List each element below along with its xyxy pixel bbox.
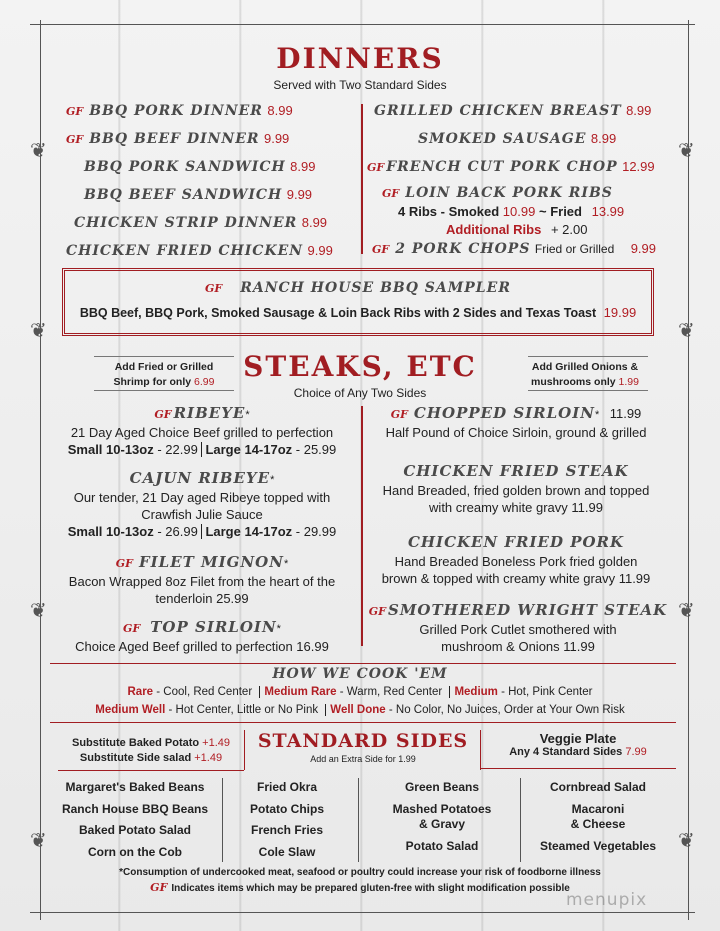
item-price: 9.99 [286,187,313,202]
gf-mark: GF [115,557,133,570]
star: * [276,623,281,635]
sampler-desc-row [65,305,651,320]
cook-desc: - Cool, Red Center [153,686,253,698]
scroll-ornament-icon: ❦ [678,138,695,162]
veggie-title: Veggie Plate [539,731,617,746]
additional-label: Additional Ribs [446,222,542,237]
side-item: Baked Potato Salad [78,823,192,837]
gf-mark: GF [390,408,408,421]
item-name: CAJUN RIBEYE [129,469,271,487]
scroll-ornament-icon: ❦ [30,598,47,622]
item-name: LOIN BACK PORK RIBS [405,185,613,201]
sampler-desc: BBQ Beef, BBQ Pork, Smoked Sausage & Loin Back Ribs with 2 Sides and Texas Toast [79,306,597,320]
sampler-box [62,268,654,336]
steak-item-cfs [366,462,666,515]
item-price: 8.99 [301,215,328,230]
steaks-subtitle: Choice of Any Two Sides [293,386,427,400]
item-desc: Our tender, 21 Day aged Ribeye topped with [73,490,331,505]
item-name: 2 PORK CHOPS [395,241,531,257]
substitute-underline [58,770,244,771]
sides-column-4 [520,777,676,857]
item-desc: Hand Breaded Boneless Pork fried golden [394,554,638,569]
size-prices: Small 10-13oz - 22.99 Large 14-17oz - 25.99 [67,442,337,457]
dinner-item [84,158,374,176]
cook-line-1 [0,686,720,698]
item-name: CHOPPED SIRLOIN [413,404,595,422]
item-desc: 21 Day Aged Choice Beef grilled to perfection [70,425,334,440]
additional-ribs [446,222,686,237]
steak-item-cfp [366,533,666,586]
sub-salad: Substitute Side salad +1.49 [79,752,223,764]
sides-divider [358,778,359,862]
steak-item-filet [52,553,352,606]
dinners-subtitle: Served with Two Standard Sides [273,78,447,92]
cook-term: Rare [127,686,154,698]
item-desc: Hand Breaded, fried golden brown and topped [382,483,650,498]
item-name: FRENCH CUT PORK CHOP [386,159,618,175]
cook-desc: - Warm, Red Center [336,686,443,698]
cook-term: Medium Well [95,704,166,716]
cook-term: Medium Rare [264,686,337,698]
steak-item-smothered [362,601,674,654]
item-price: 8.99 [290,159,316,174]
watermark: menupix [566,890,648,910]
additional-price: + 2.00 [550,222,588,237]
cook-title: HOW WE COOK 'EM [272,666,448,682]
item-price: 9.99 [263,131,290,146]
dinner-item [74,214,364,232]
gf-mark: GF [123,622,141,635]
dinner-item [84,186,374,204]
scroll-ornament-icon: ❦ [678,318,695,342]
item-price: 8.99 [590,131,617,146]
addon-line: Add Fried or Grilled [114,361,214,373]
cook-desc: - No Color, No Juices, Order at Your Own Risk [385,704,625,716]
item-price: 11.99 [609,406,642,421]
veggie-desc: Any 4 Standard Sides 7.99 [509,746,647,758]
item-name: CHICKEN FRIED CHICKEN [66,243,304,259]
gf-mark: GF [382,187,400,200]
addon-line: Shrimp for only 6.99 [113,376,215,388]
ribs-smoked-price: 10.99 [502,204,536,219]
dinner-item [372,240,682,258]
item-desc: Grilled Pork Cutlet smothered with [419,622,617,637]
cook-desc: - Hot, Pink Center [497,686,593,698]
dinner-item [418,130,678,148]
item-price: 8.99 [267,103,293,118]
item-name: CHICKEN FRIED STEAK [403,462,629,480]
item-price: 8.99 [626,103,652,118]
dinner-item [66,102,356,120]
ribs-fried-label: Fried [550,204,582,219]
gf-mark: GF [367,161,385,174]
sides-column-3 [362,777,522,857]
gf-mark: GF [66,133,84,146]
scroll-ornament-icon: ❦ [678,828,695,852]
scroll-ornament-icon: ❦ [678,598,695,622]
side-item: French Fries [250,823,324,837]
gf-mark: GF [150,881,168,894]
sampler-title-row [65,279,651,297]
frame-bottom-line [30,912,695,913]
dinners-divider [361,104,363,254]
size-prices: Small 10-13oz - 26.99 Large 14-17oz - 29.99 [67,524,337,539]
gf-mark: GF [372,243,390,256]
side-item: & Cheese [570,816,626,831]
item-name: CHICKEN STRIP DINNER [74,215,298,231]
item-desc: with creamy white gravy 11.99 [429,500,603,515]
scroll-ornament-icon: ❦ [30,318,47,342]
cook-term: Well Done [330,704,386,716]
veggie-plate [480,731,676,758]
side-item: Margaret's Baked Beans [65,780,205,794]
addon-line: Add Grilled Onions & [531,361,639,373]
item-desc: Bacon Wrapped 8oz Filet from the heart of the [68,574,336,589]
steak-item-ribeye [52,404,352,457]
item-name: RIBEYE [173,404,246,422]
steak-item-chopped [366,404,666,440]
side-item: & Gravy [418,816,466,831]
item-desc: tenderloin 25.99 [155,591,249,606]
item-name: GRILLED CHICKEN BREAST [374,103,622,119]
item-name: BBQ BEEF DINNER [89,131,260,147]
scroll-ornament-icon: ❦ [30,138,47,162]
consumption-notice: *Consumption of undercooked meat, seafood or poultry could increase your risk of foodborne illness [119,867,601,878]
veggie-divider [480,730,481,770]
steaks-title: STEAKS, ETC [243,350,477,383]
dinner-item [66,242,366,260]
item-price: 12.99 [622,159,655,174]
gf-mark: GF [205,282,223,295]
dinner-item [374,102,674,120]
cook-line-2 [0,704,720,716]
steak-item-top-sirloin [52,618,352,654]
cook-top-line [50,663,676,664]
gf-mark: GF [154,408,172,421]
sub-baked: Substitute Baked Potato +1.49 [71,737,231,749]
item-price: 9.99 [307,243,333,258]
sampler-name: RANCH HOUSE BBQ SAMPLER [240,280,511,296]
veggie-underline [480,768,676,769]
item-desc: Choice Aged Beef grilled to perfection 16.99 [75,639,329,654]
side-item: Cornbread Salad [549,780,647,794]
item-name: FILET MIGNON [138,553,284,571]
item-name: CHICKEN FRIED PORK [407,533,625,551]
star: * [270,474,275,486]
frame-top-line [30,24,695,25]
side-item: Mashed Potatoes [392,801,492,816]
addon-line: mushrooms only 1.99 [531,376,639,388]
ribs-count: 4 Ribs - [398,204,445,219]
ribs-separator: ~ [538,204,547,219]
item-name: TOP SIRLOIN [150,618,277,636]
side-item: Potato Chips [250,801,324,816]
substitute-box [58,736,244,766]
item-name: BBQ BEEF SANDWICH [84,187,283,203]
item-name: BBQ PORK DINNER [89,103,263,119]
item-desc: brown & topped with creamy white gravy 11.99 [381,571,651,586]
item-price: 9.99 [630,241,657,256]
sides-column-1 [50,777,220,863]
ribs-prices [398,204,678,219]
side-item: Ranch House BBQ Beans [61,801,209,816]
item-note: Fried or Grilled [534,242,615,256]
item-desc: Crawfish Julie Sauce [141,507,263,522]
sides-subtitle: Add an Extra Side for 1.99 [310,754,416,764]
ribs-smoked-label: Smoked [448,204,500,219]
side-item: Potato Salad [405,838,479,853]
sides-title: STANDARD SIDES [257,730,469,752]
star: * [245,409,250,421]
item-name: SMOTHERED WRIGHT STEAK [388,601,668,619]
side-item: Steamed Vegetables [539,838,657,853]
steak-item-cajun [52,469,352,539]
cook-desc: - Hot Center, Little or No Pink [165,704,319,716]
star: * [594,409,600,421]
dinner-item [382,184,672,202]
side-item: Green Beans [404,780,480,794]
gf-mark: GF [66,105,84,118]
item-desc: Half Pound of Choice Sirloin, ground & grilled [385,425,647,440]
scroll-ornament-icon: ❦ [30,828,47,852]
gf-mark: GF [368,605,386,618]
cook-bottom-line [50,722,676,723]
cook-term: Medium [454,686,498,698]
dinners-title: DINNERS [276,42,444,75]
ribs-fried-price: 13.99 [591,204,625,219]
side-item: Fried Okra [256,780,318,794]
item-name: SMOKED SAUSAGE [418,131,587,147]
sampler-price: 19.99 [603,305,637,320]
dinner-item [367,158,677,176]
side-item: Macaroni [571,801,625,816]
item-name: BBQ PORK SANDWICH [84,159,286,175]
dinner-item [66,130,356,148]
side-item: Corn on the Cob [88,844,182,859]
star: * [283,558,289,570]
gf-legend-text: Indicates items which may be prepared gluten-free with slight modification possible [171,883,570,894]
sides-column-2 [222,777,352,863]
item-desc: mushroom & Onions 11.99 [441,639,595,654]
side-item: Cole Slaw [258,844,316,859]
